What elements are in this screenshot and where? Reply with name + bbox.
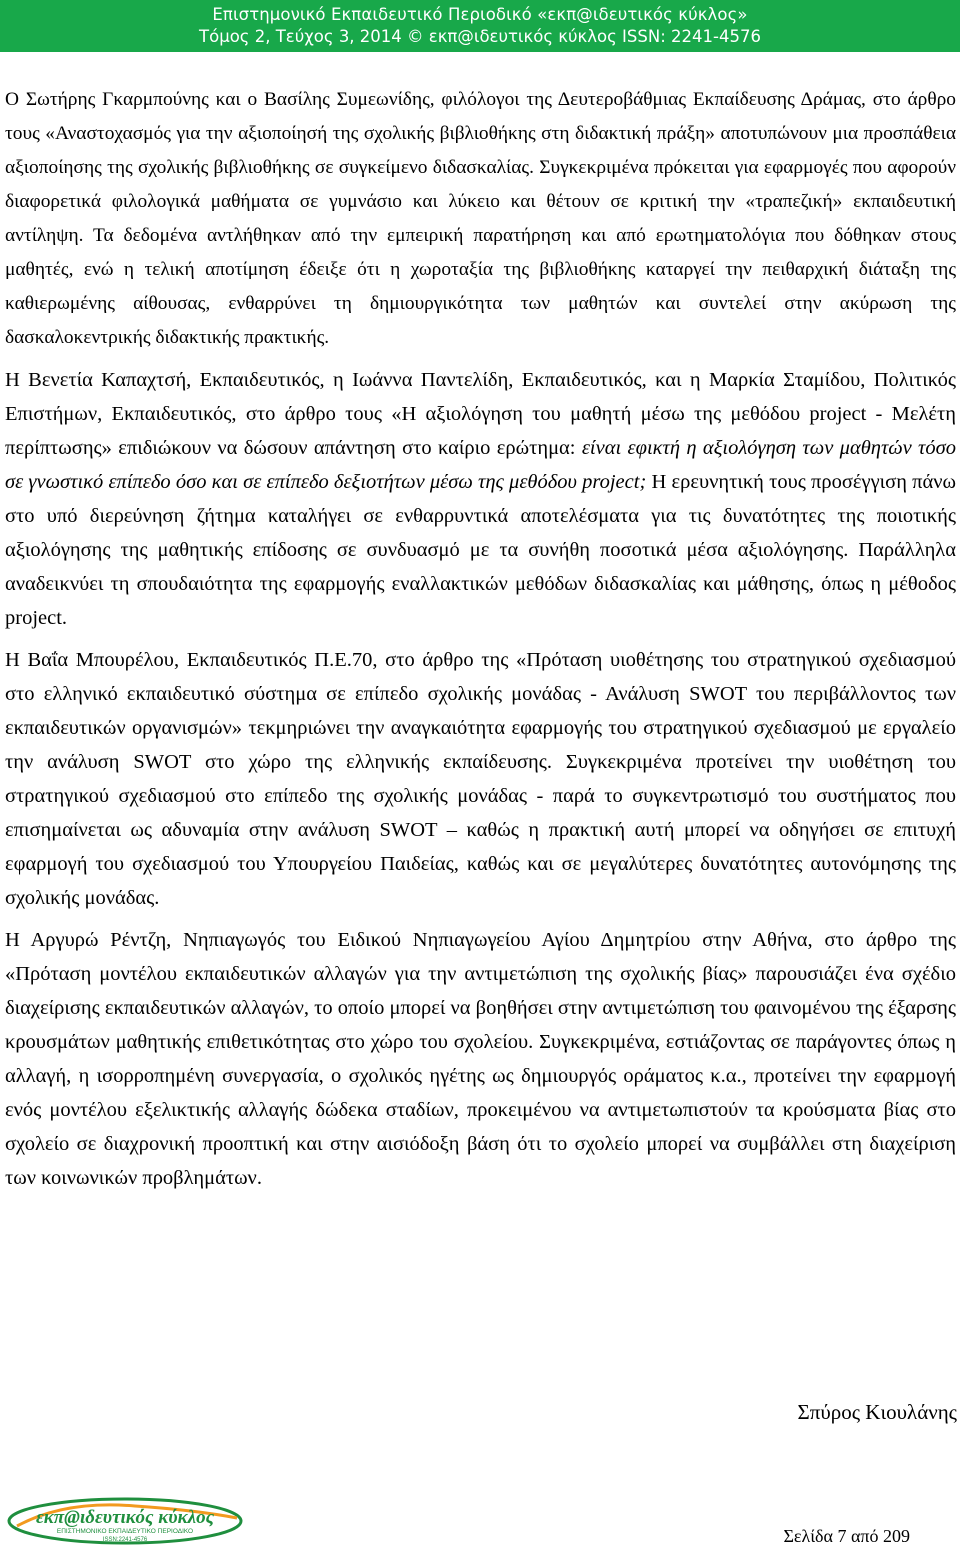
author-signature: Σπύρος Κιουλάνης [797, 1400, 957, 1424]
page-number: Σελίδα 7 από 209 [783, 1526, 910, 1546]
journal-issue-info: Τόμος 2, Τεύχος 3, 2014 © εκπ@ιδευτικός κύκλος ISSN: 2241-4576 [199, 27, 761, 46]
paragraph-2-question: είναι εφικτή η αξιολόγηση των μαθητών τόσο σε γνωστικό επίπεδο όσο και σε επίπεδο δεξιοτήτων μέσω της μεθόδου project; [5, 437, 956, 493]
journal-logo [5, 1496, 245, 1546]
paragraph-4: Η Αργυρώ Ρέντζη, Νηπιαγωγός του Ειδικού Νηπιαγωγείου Αγίου Δημητρίου στην Αθήνα, στο άρθρο της «Πρόταση μοντέλου εκπαιδευτικών αλλαγών για την αντιμετώπιση της σχολικής βίας» παρουσιάζει ένα σχέδιο διαχείρισης εκπαιδευτικών αλλαγών, το οποίο μπορεί να βοηθήσει στην αντιμετώπιση του φαινομένου της έξαρσης κρουσμάτων μαθητικής επιθετικότητας στο χώρο του σχολείου. Συγκεκριμένα, εστιάζοντας σε παράγοντες όπως η αλλαγή, η ισορροπημένη συνεργασία, ο σχολικός ηγέτης ως δημιουργός οράματος κ.α., προτείνει την εφαρμογή ενός μοντέλου εξελικτικής αλλαγής δώδεκα σταδίων, προκειμένου να αντιμετωπιστούν τα κρούσματα βίας στο σχολείο σε διαχρονική προοπτική και στην αισιόδοξη βάση ότι το σχολείο μπορεί να συμβάλλει στη διαχείριση των κοινωνικών προβλημάτων. [5, 929, 956, 1189]
article-body [5, 83, 956, 1203]
paragraph-2-intro: Η Βενετία Καπαχτσή, Εκπαιδευτικός, η Ιωάννα Παντελίδη, Εκπαιδευτικός, και η Μαρκία Σταμίδου, Πολιτικός Επιστήμων, Εκπαιδευτικός, στο άρθρο τους «Η αξιολόγηση του μαθητή μέσω της μεθόδου project - Μελέτη περίπτωσης» επιδιώκουν να δώσουν απάντηση στο καίριο ερώτημα: [5, 369, 956, 459]
page-header [0, 0, 960, 52]
logo-issn: ISSN:2241-4576 [102, 1537, 148, 1543]
paragraph-1: Ο Σωτήρης Γκαρμπούνης και ο Βασίλης Συμεωνίδης, φιλόλογοι της Δευτεροβάθμιας Εκπαίδευσης Δράμας, στο άρθρο τους «Αναστοχασμός για την αξιοποίησή της σχολικής βιβλιοθήκης στη διδακτική πράξη» αποτυπώνουν μια προσπάθεια αξιοποίησης της σχολικής βιβλιοθήκης σε συγκείμενο διδασκαλίας. Συγκεκριμένα πρόκειται για εφαρμογές που αφορούν διαφορετικά φιλολογικά μαθήματα σε γυμνάσιο και λύκειο και θέτουν σε κριτική την «τραπεζική» εκπαιδευτική αντίληψη. Τα δεδομένα αντλήθηκαν από την εμπειρική παρατήρηση και από ερωτηματολόγια που δόθηκαν στους μαθητές, ενώ η τελική αποτίμηση έδειξε ότι η χωροταξία της βιβλιοθήκης καταργεί την πειθαρχική διάταξη της καθιερωμένης αίθουσας, ενθαρρύνει τη δημιουργικότητα των μαθητών και συντελεί στην ακύρωση της δασκαλοκεντρικής διδακτικής πρακτικής. [5, 89, 956, 348]
paragraph-2 [5, 363, 956, 635]
logo-text: εκπ@ιδευτικός κύκλος [35, 1507, 215, 1528]
paragraph-2-rest: Η ερευνητική τους προσέγγιση πάνω στο υπό διερεύνηση ζήτημα καταλήγει σε ενθαρρυντικά αποτελέσματα για τις δυνατότητες της ποιοτικής αξιολόγησης της μαθητικής επίδοσης σε συνδυασμό με τα συνήθη ποσοτικά μέσα αξιολόγησης. Παράλληλα αναδεικνύει τη σπουδαιότητα της εφαρμογής εναλλακτικών μεθόδων διδασκαλίας και μάθησης, όπως η μέθοδος project. [5, 471, 956, 629]
paragraph-3: Η Βαΐα Μπουρέλου, Εκπαιδευτικός Π.Ε.70, στο άρθρο της «Πρόταση υιοθέτησης του στρατηγικού σχεδιασμού στο ελληνικό εκπαιδευτικό σύστημα σε επίπεδο σχολικής μονάδας - Ανάλυση SWOT του περιβάλλοντος των εκπαιδευτικών οργανισμών» τεκμηριώνει την αναγκαιότητα εφαρμογής του στρατηγικού σχεδιασμού με εργαλείο την ανάλυση SWOT στο χώρο της ελληνικής εκπαίδευσης. Συγκεκριμένα προτείνει την υιοθέτηση του στρατηγικού σχεδιασμού στο επίπεδο της σχολικής μονάδας - παρά το συγκεντρωτισμό του συστήματος που επισημαίνεται ως αδυναμία στην ανάλυση SWOT – καθώς η πρακτική αυτή μπορεί να οδηγήσει σε επιτυχή εφαρμογή του σχεδιασμού του Υπουργείου Παιδείας, καθώς και σε μεγαλύτερες δυνατότητες αυτονόμησης της σχολικής μονάδας. [5, 649, 956, 909]
logo-subtext: ΕΠΙΣΤΗΜΟΝΙΚΟ ΕΚΠΑΙΔΕΥΤΙΚΟ ΠΕΡΙΟΔΙΚΟ [56, 1528, 194, 1535]
journal-title: Επιστημονικό Εκπαιδευτικό Περιοδικό «εκπ@ιδευτικός κύκλος» [212, 5, 748, 24]
journal-logo-icon [5, 1496, 245, 1546]
